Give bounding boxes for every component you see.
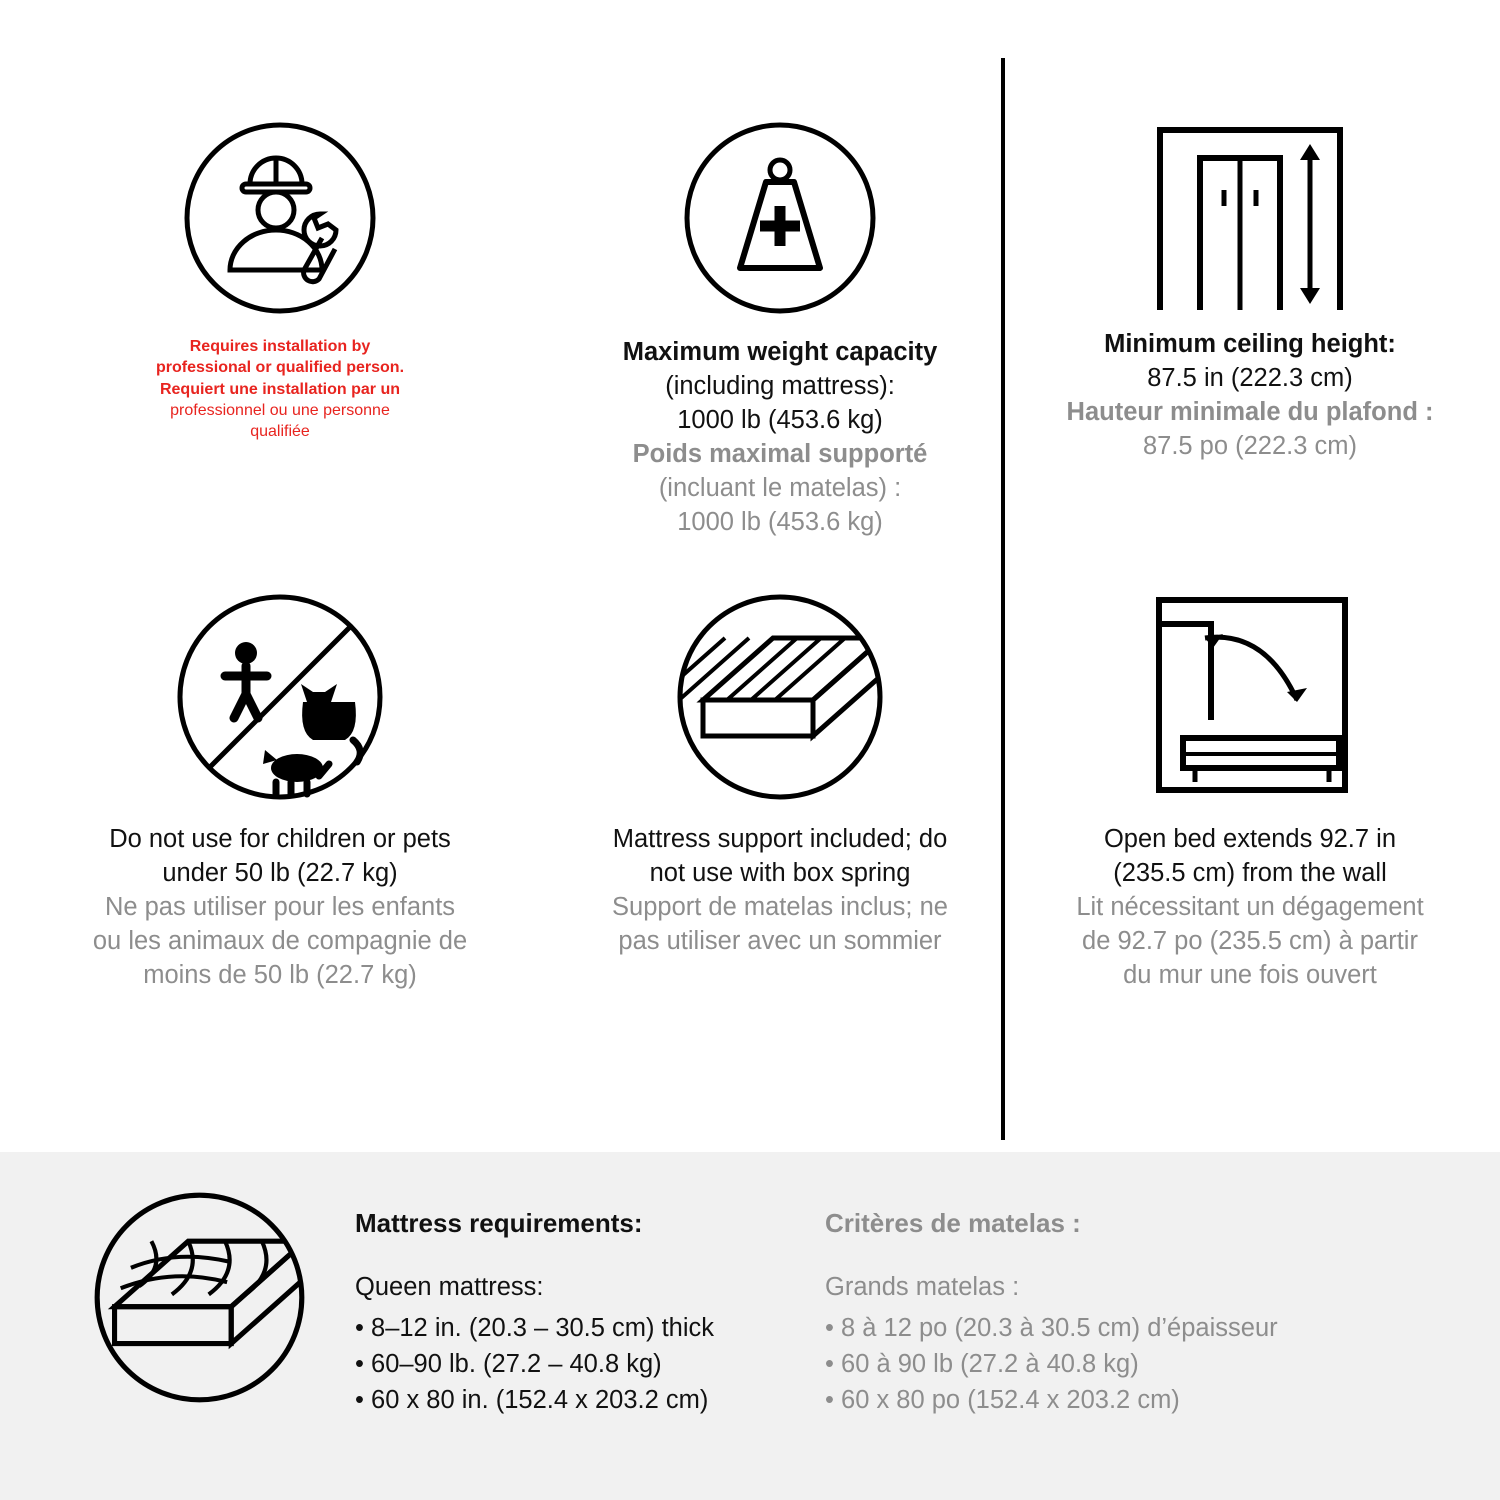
list-item: • 8–12 in. (20.3 – 30.5 cm) thick [355,1314,715,1342]
vertical-divider [1001,58,1005,1140]
mattress-requirements-title-en: Mattress requirements: [355,1208,643,1238]
caption-fr-line: Lit nécessitant un dégagement [1076,892,1424,921]
caption-en-line: 1000 lb (453.6 kg) [677,405,883,434]
list-item: • 60 à 90 lb (27.2 à 40.8 kg) [825,1350,1139,1379]
caption-en-line: Requires installation by [189,338,371,355]
mattress-requirements-subtitle-en: Queen mattress: [355,1273,544,1301]
mattress-requirements-panel [0,1152,1500,1500]
caption-fr-line: pas utiliser avec un sommier [618,926,942,955]
cell-maximum-weight-capacity [560,0,1000,580]
cell-minimum-ceiling-height [1000,0,1500,580]
mattress-requirements-subtitle-fr: Grands matelas : [825,1273,1020,1301]
cell-no-children-or-pets [0,580,560,1140]
caption-minimum-ceiling-height [1067,328,1434,464]
mattress-requirements-en [325,1188,825,1419]
caption-en-line: Open bed extends 92.7 in [1103,825,1397,853]
mattress-requirements-list-fr [825,1310,1425,1419]
caption-en-line: Maximum weight capacity [622,338,938,366]
caption-no-children-or-pets [93,823,467,993]
worker-helmet-wrench-icon [180,118,380,318]
caption-fr-line: 87.5 po (222.3 cm) [1142,431,1358,460]
caption-fr-line: 1000 lb (453.6 kg) [677,507,883,536]
mattress-requirements-list-en [355,1310,825,1419]
list-item: • 60–90 lb. (27.2 – 40.8 kg) [355,1350,662,1379]
caption-en-line: Mattress support included; do [612,825,948,853]
caption-fr-line: Hauteur minimale du plafond : [1066,397,1434,426]
caption-en-line: professional or qualified person. [155,359,405,377]
caption-fr-line: de 92.7 po (235.5 cm) à partir [1082,926,1418,955]
caption-maximum-weight-capacity [623,336,938,539]
caption-en-line: (including mattress): [665,371,895,400]
cell-open-bed-extension [1000,580,1500,1140]
caption-requires-professional-installation [156,336,404,442]
caption-fr-line: Poids maximal supporté [632,439,928,468]
caption-en-line: Minimum ceiling height: [1104,330,1396,358]
mattress-quilted-icon [75,1188,325,1408]
list-item: • 8 à 12 po (20.3 à 30.5 cm) d’épaisseur [825,1314,1278,1342]
ceiling-height-icon [1150,110,1350,310]
weight-plus-icon [680,118,880,318]
caption-en-line: 87.5 in (222.3 cm) [1147,363,1353,392]
caption-en-line: not use with box spring [649,858,911,887]
caption-fr-line: Ne pas utiliser pour les enfants [104,892,456,921]
caption-en-line: under 50 lb (22.7 kg) [162,858,398,887]
caption-fr-line: Requiert une installation par un [159,380,400,398]
caption-mattress-support-included [612,823,948,959]
caption-fr-line: qualifiée [250,423,310,441]
mattress-support-icon [673,590,888,805]
caption-fr-line: (incluant le matelas) : [658,473,902,502]
caption-fr-line: du mur une fois ouvert [1123,960,1377,989]
caption-fr-line: ou les animaux de compagnie de [92,926,468,955]
caption-fr-line: moins de 50 lb (22.7 kg) [143,960,417,989]
caption-en-line: (235.5 cm) from the wall [1113,858,1387,887]
caption-en-line: Do not use for children or pets [109,825,451,853]
caption-open-bed-extension [1076,823,1423,993]
cell-requires-professional-installation [0,0,560,580]
caption-fr-line: professionnel ou une personne [170,401,390,419]
mattress-requirements-fr [825,1188,1425,1419]
mattress-requirements-title-fr: Critères de matelas : [825,1208,1081,1238]
cell-mattress-support-included [560,580,1000,1140]
no-children-or-pets-icon [173,590,388,805]
bed-extension-icon [1143,590,1358,805]
caption-fr-line: Support de matelas inclus; ne [612,892,948,921]
list-item: • 60 x 80 po (152.4 x 203.2 cm) [825,1386,1180,1415]
list-item: • 60 x 80 in. (152.4 x 203.2 cm) [355,1386,709,1415]
